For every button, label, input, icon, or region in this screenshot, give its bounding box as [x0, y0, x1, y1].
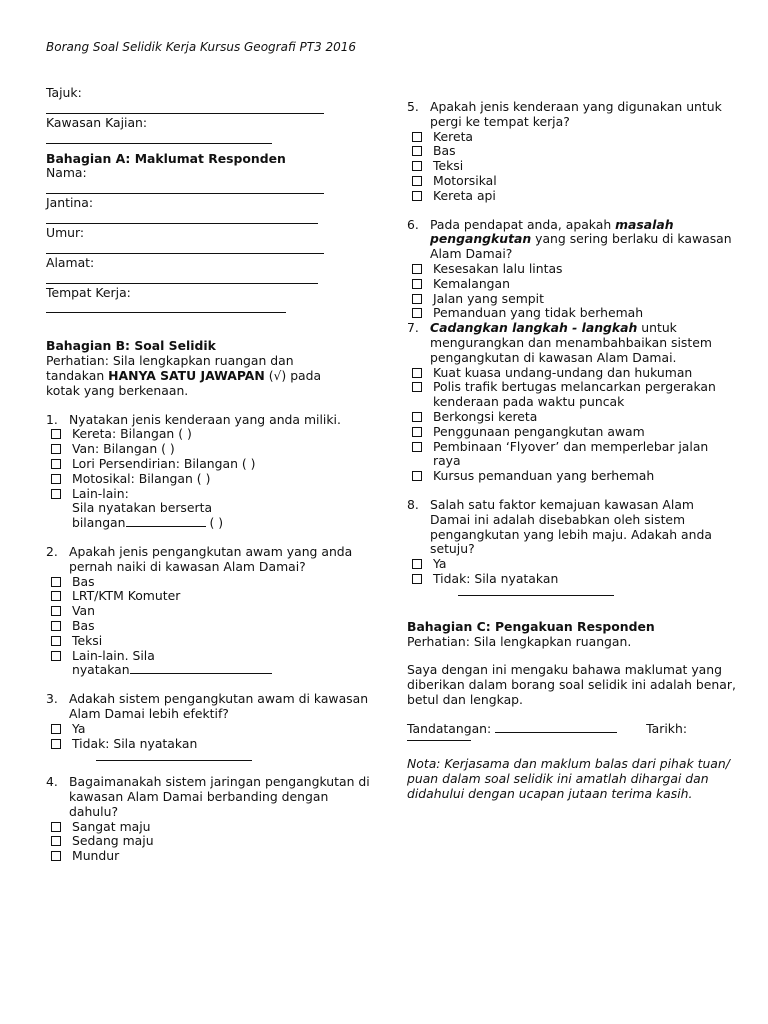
- q7-option: Penggunaan pengangkutan awam: [407, 425, 737, 440]
- q2-option: Lain-lain. Sila nyatakan: [46, 649, 376, 679]
- kawasan-label: Kawasan Kajian:: [46, 114, 148, 130]
- q7-option: Kursus pemanduan yang berhemah: [407, 469, 737, 484]
- q3-option: Ya: [46, 722, 376, 737]
- q8-option: Ya: [407, 557, 737, 572]
- q2-option: LRT/KTM Komuter: [46, 589, 376, 604]
- q5-option: Kereta: [407, 130, 737, 145]
- umur-label: Umur:: [46, 224, 85, 240]
- date-line[interactable]: [407, 736, 471, 741]
- checkbox[interactable]: [51, 606, 61, 616]
- question-7: 7. Cadangkan langkah - langkah untuk mengurangkan dan menambahbaikan sistem pengangkutan di kawasan Alam Damai.: [407, 321, 737, 365]
- q6-option: Pemanduan yang tidak berhemah: [407, 306, 737, 321]
- question-2-text: Apakah jenis pengangkutan awam yang anda pernah naiki di kawasan Alam Damai?: [69, 543, 353, 574]
- section-c-title: Bahagian C: Pengakuan Responden: [407, 618, 655, 634]
- question-6-text: Pada pendapat anda, apakah masalah pengangkutan yang sering berlaku di kawasan Alam Damai?: [430, 216, 732, 262]
- q5-option: Motorsikal: [407, 174, 737, 189]
- section-c-instruction: Perhatian: Sila lengkapkan ruangan.: [407, 633, 632, 649]
- q6-option: Kesesakan lalu lintas: [407, 262, 737, 277]
- q7-option: Berkongsi kereta: [407, 410, 737, 425]
- q2-option: Bas: [46, 619, 376, 634]
- question-8-text: Salah satu faktor kemajuan kawasan Alam Damai ini adalah disebabkan oleh sistem pengangkutan yang lebih maju. Adakah anda setuju?: [430, 496, 712, 557]
- checkbox[interactable]: [412, 382, 422, 392]
- checkbox[interactable]: [412, 427, 422, 437]
- checkbox[interactable]: [412, 176, 422, 186]
- q3-option: Tidak: Sila nyatakan: [46, 737, 376, 752]
- q4-option: Sangat maju: [46, 820, 376, 835]
- question-8: 8. Salah satu faktor kemajuan kawasan Alam Damai ini adalah disebabkan oleh sistem pengangkutan yang lebih maju. Adakah anda setuju?: [407, 498, 737, 557]
- q8-option: Tidak: Sila nyatakan: [407, 572, 737, 587]
- checkbox[interactable]: [51, 489, 61, 499]
- document-header: Borang Soal Selidik Kerja Kursus Geografi PT3 2016: [46, 40, 357, 54]
- q7-option: Polis trafik bertugas melancarkan pergerakan kenderaan pada waktu puncak: [407, 380, 737, 410]
- q2-blank[interactable]: [130, 673, 272, 674]
- checkbox[interactable]: [412, 308, 422, 318]
- checkbox[interactable]: [51, 739, 61, 749]
- signature-label: Tandatangan:: [407, 720, 496, 736]
- question-4-text: Bagaimanakah sistem jaringan pengangkutan di kawasan Alam Damai berbanding dengan dahulu?: [69, 774, 370, 819]
- q1-option: Motosikal: Bilangan ( ): [46, 472, 376, 487]
- section-a-title: Bahagian A: Maklumat Responden: [46, 150, 286, 166]
- checkbox[interactable]: [412, 161, 422, 171]
- alamat-line[interactable]: [46, 271, 318, 284]
- question-3-text: Adakah sistem pengangkutan awam di kawasan Alam Damai lebih efektif?: [69, 691, 369, 721]
- checkbox[interactable]: [412, 574, 422, 584]
- q1-option: Van: Bilangan ( ): [46, 442, 376, 457]
- checkbox[interactable]: [412, 279, 422, 289]
- checkbox[interactable]: [51, 822, 61, 832]
- tempat-kerja-line[interactable]: [46, 300, 286, 313]
- checkbox[interactable]: [412, 146, 422, 156]
- checkbox[interactable]: [51, 621, 61, 631]
- q1-option-extra: Sila nyatakan berserta bilangan ( ): [72, 500, 224, 531]
- question-5: 5. Apakah jenis kenderaan yang digunakan untuk pergi ke tempat kerja?: [407, 100, 737, 130]
- q1-blank[interactable]: [126, 526, 206, 527]
- checkbox[interactable]: [51, 836, 61, 846]
- q2-option: Van: [46, 604, 376, 619]
- checkbox[interactable]: [51, 577, 61, 587]
- q5-option: Bas: [407, 144, 737, 159]
- closing-note: Nota: Kerjasama dan maklum balas dari pihak tuan/ puan dalam soal selidik ini amatlah dihargai dan didahului dengan ucapan jutaan terima kasih.: [407, 756, 730, 802]
- section-b-instruction-1: Perhatian: Sila lengkapkan ruangan dan: [46, 353, 294, 369]
- right-column: [407, 100, 737, 802]
- tajuk-label: Tajuk:: [46, 85, 82, 100]
- q4-option: Sedang maju: [46, 834, 376, 849]
- checkbox[interactable]: [51, 651, 61, 661]
- question-7-text: Cadangkan langkah - langkah untuk mengurangkan dan menambahbaikan sistem pengangkutan di kawasan Alam Damai.: [430, 320, 712, 365]
- kawasan-line[interactable]: [46, 131, 272, 144]
- section-b-title: Bahagian B: Soal Selidik: [46, 338, 216, 354]
- checkbox[interactable]: [51, 459, 61, 469]
- umur-line[interactable]: [46, 241, 324, 254]
- q2-option: Teksi: [46, 634, 376, 649]
- question-1: 1. Nyatakan jenis kenderaan yang anda miliki.: [46, 413, 376, 428]
- question-6: 6. Pada pendapat anda, apakah masalah pengangkutan yang sering berlaku di kawasan Alam Damai?: [407, 218, 737, 262]
- signature-line[interactable]: [495, 732, 617, 733]
- checkbox[interactable]: [412, 264, 422, 274]
- question-5-text: Apakah jenis kenderaan yang digunakan untuk pergi ke tempat kerja?: [430, 99, 722, 129]
- checkbox[interactable]: [51, 444, 61, 454]
- checkbox[interactable]: [412, 559, 422, 569]
- declaration-text: Saya dengan ini mengaku bahawa maklumat yang diberikan dalam borang soal selidik ini adalah benar, betul dan lengkap.: [407, 662, 736, 707]
- q6-option: Jalan yang sempit: [407, 292, 737, 307]
- jantina-line[interactable]: [46, 211, 318, 224]
- left-column: [46, 86, 376, 864]
- tajuk-line[interactable]: [46, 101, 324, 114]
- q1-option: Lain-lain:: [46, 487, 376, 502]
- checkbox[interactable]: [412, 442, 422, 452]
- nama-line[interactable]: [46, 181, 324, 194]
- q5-option: Teksi: [407, 159, 737, 174]
- checkbox[interactable]: [51, 429, 61, 439]
- alamat-label: Alamat:: [46, 254, 95, 270]
- q1-option: Kereta: Bilangan ( ): [46, 427, 376, 442]
- tempat-kerja-label: Tempat Kerja:: [46, 284, 131, 300]
- q4-option: Mundur: [46, 849, 376, 864]
- q2-option: Bas: [46, 575, 376, 590]
- checkbox[interactable]: [51, 474, 61, 484]
- checkbox[interactable]: [412, 368, 422, 378]
- question-1-text: Nyatakan jenis kenderaan yang anda miliki.: [69, 411, 341, 427]
- checkbox[interactable]: [412, 191, 422, 201]
- question-3: 3. Adakah sistem pengangkutan awam di kawasan Alam Damai lebih efektif?: [46, 692, 376, 722]
- signature-row: [407, 722, 687, 737]
- q6-option: Kemalangan: [407, 277, 737, 292]
- checkbox[interactable]: [412, 412, 422, 422]
- question-2: 2. Apakah jenis pengangkutan awam yang anda pernah naiki di kawasan Alam Damai?: [46, 545, 376, 575]
- checkbox[interactable]: [412, 471, 422, 481]
- q1-option: Lori Persendirian: Bilangan ( ): [46, 457, 376, 472]
- checkbox[interactable]: [51, 724, 61, 734]
- q7-option: Kuat kuasa undang-undang dan hukuman: [407, 366, 737, 381]
- q5-option: Kereta api: [407, 189, 737, 204]
- checkbox[interactable]: [51, 591, 61, 601]
- date-label: Tarikh:: [646, 720, 687, 736]
- jantina-label: Jantina:: [46, 195, 94, 211]
- question-4: 4. Bagaimanakah sistem jaringan pengangkutan di kawasan Alam Damai berbanding dengan dahulu?: [46, 775, 376, 819]
- section-b-instruction-3: kotak yang berkenaan.: [46, 382, 189, 398]
- checkbox[interactable]: [412, 132, 422, 142]
- q7-option: Pembinaan ‘Flyover’ dan memperlebar jalan raya: [407, 440, 737, 470]
- checkbox[interactable]: [51, 851, 61, 861]
- checkbox[interactable]: [412, 294, 422, 304]
- section-b-instruction-2: tandakan HANYA SATU JAWAPAN (√) pada: [46, 367, 322, 383]
- nama-label: Nama:: [46, 165, 87, 181]
- checkbox[interactable]: [51, 636, 61, 646]
